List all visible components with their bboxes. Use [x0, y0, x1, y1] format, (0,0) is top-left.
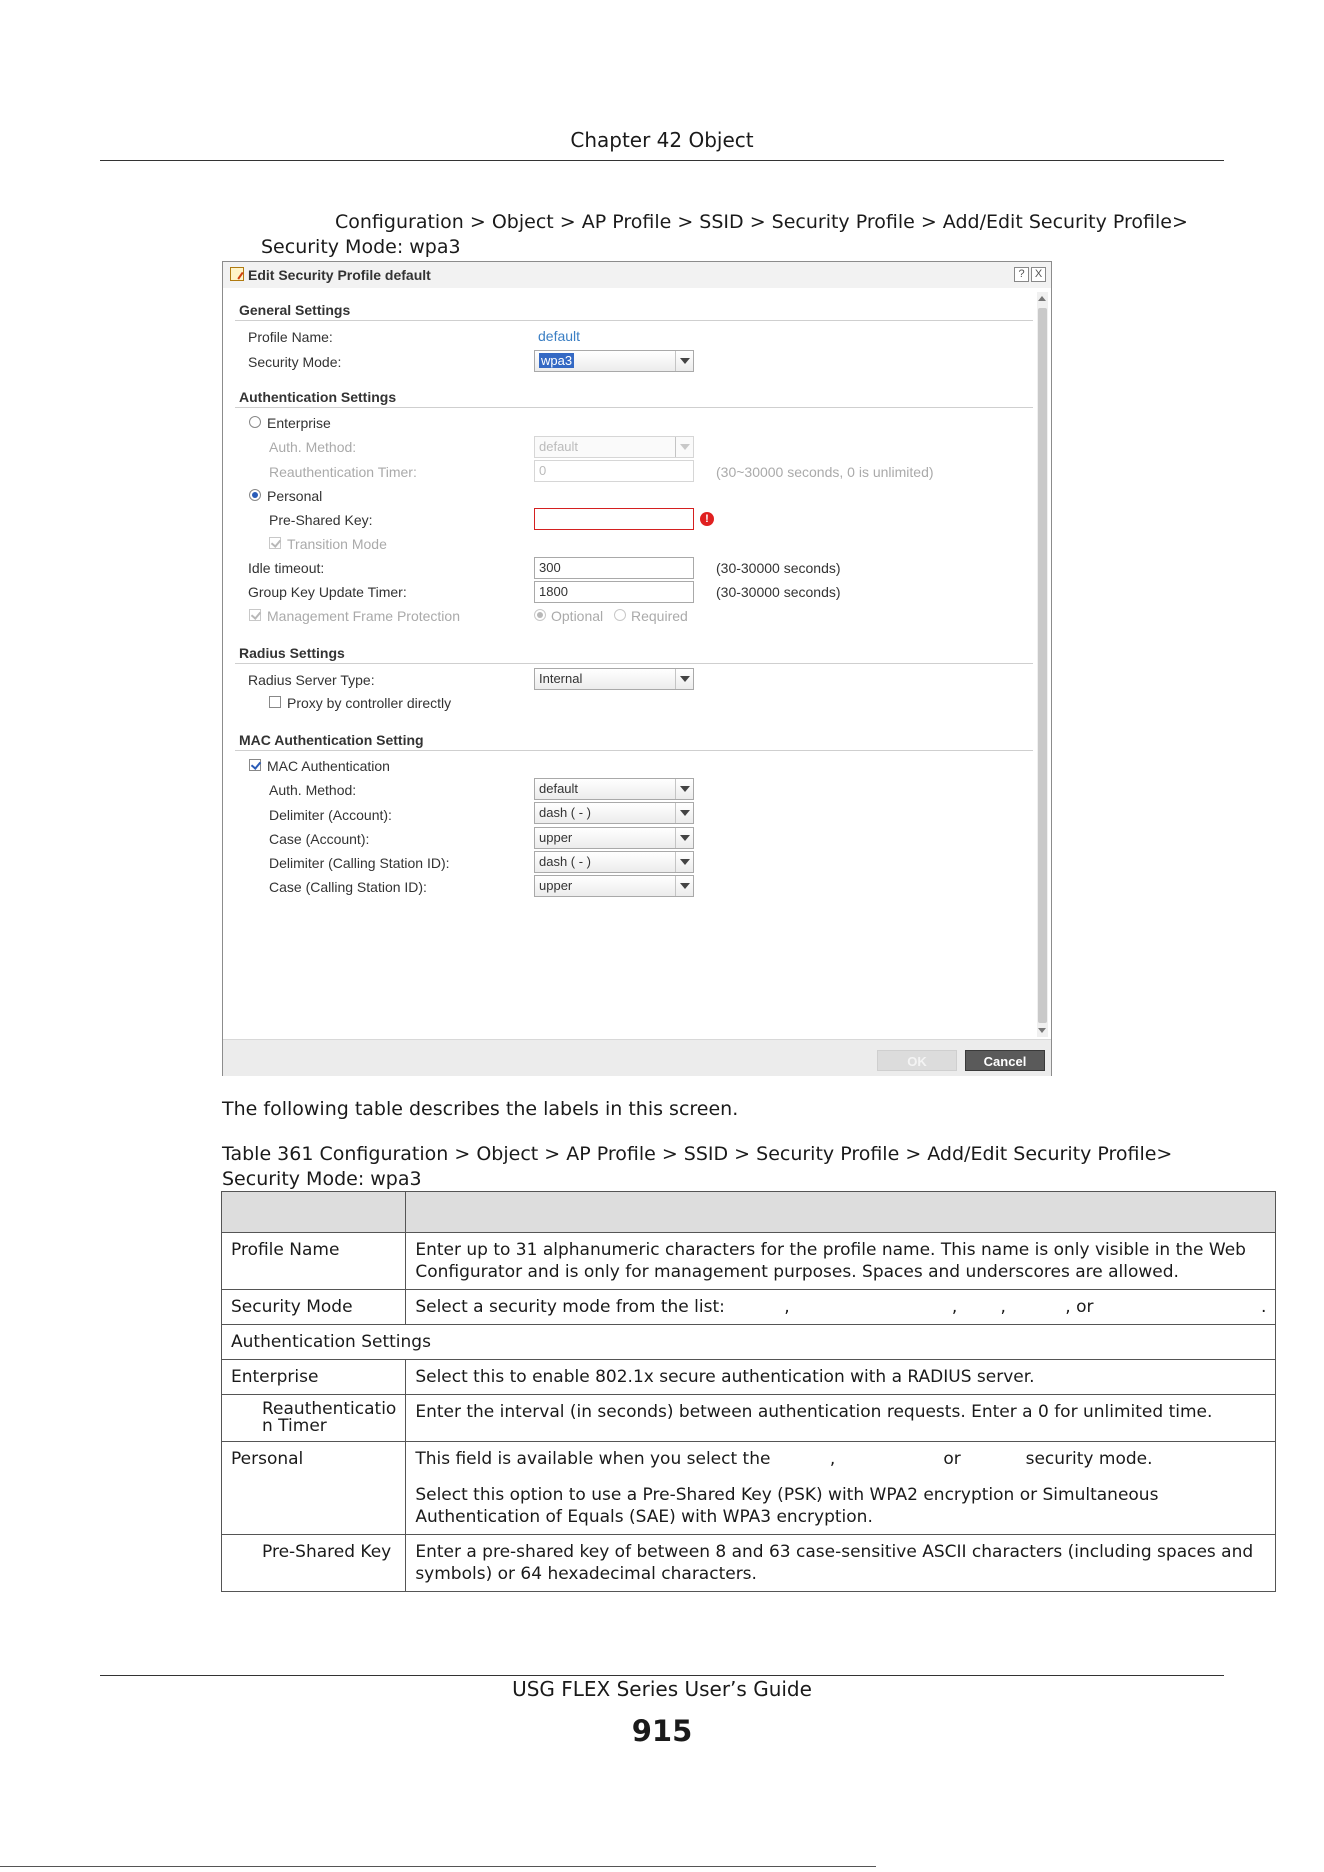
pre-shared-key-label: Pre-Shared Key: — [269, 512, 373, 528]
case-station-select[interactable] — [534, 875, 694, 897]
chevron-down-icon — [675, 828, 693, 848]
delimiter-station-label: Delimiter (Calling Station ID): — [269, 855, 450, 871]
row-description: Enter up to 31 alphanumeric characters for the profile name. This name is only visible in the Web Configurator and is only for management purposes. Spaces and underscores are allowed. — [406, 1233, 1276, 1290]
table-header-cell — [222, 1192, 406, 1233]
row-label: Personal — [222, 1442, 406, 1535]
edit-icon — [230, 267, 244, 281]
delimiter-account-value: dash ( - ) — [539, 805, 592, 820]
table-row — [222, 1535, 1276, 1592]
idle-timeout-input[interactable]: 300 — [534, 557, 694, 579]
radius-server-type-value: Internal — [539, 671, 583, 686]
personal-radio[interactable] — [249, 489, 261, 501]
pre-shared-key-input[interactable] — [534, 508, 694, 530]
page-number: 915 — [631, 1714, 693, 1748]
header-divider — [100, 160, 1224, 161]
dialog-titlebar — [223, 262, 1051, 288]
security-mode-label: Security Mode: — [248, 354, 342, 370]
idle-timeout-hint: (30-30000 seconds) — [716, 560, 841, 576]
section-divider — [235, 407, 1033, 408]
case-station-label: Case (Calling Station ID): — [269, 879, 427, 895]
group-key-update-timer-hint: (30-30000 seconds) — [716, 584, 841, 600]
row-label: Enterprise — [222, 1360, 406, 1395]
mac-authentication-heading: MAC Authentication Setting — [239, 732, 424, 748]
radius-settings-heading: Radius Settings — [239, 645, 345, 661]
security-mode-value: wpa3 — [541, 353, 573, 368]
group-key-update-timer-input[interactable]: 1800 — [534, 581, 694, 603]
section-divider — [235, 320, 1033, 321]
mac-auth-method-value: default — [539, 781, 579, 796]
auth-method-select[interactable] — [534, 436, 694, 458]
personal-label: Personal — [267, 488, 323, 504]
delimiter-account-select[interactable] — [534, 802, 694, 824]
row-label: Reauthenticatio n Timer — [222, 1395, 406, 1442]
reauth-timer-input[interactable]: 0 — [534, 460, 694, 482]
general-settings-heading: General Settings — [239, 302, 351, 318]
table-section-row — [222, 1325, 1276, 1360]
edit-security-profile-dialog — [222, 261, 1052, 1076]
reauth-timer-hint: (30~30000 seconds, 0 is unlimited) — [716, 464, 934, 480]
dialog-title: Edit Security Profile default — [248, 267, 431, 283]
profile-name-value: default — [538, 328, 581, 344]
case-account-select[interactable] — [534, 827, 694, 849]
table-header-row — [222, 1192, 1276, 1233]
table-row — [222, 1233, 1276, 1290]
chevron-down-icon — [675, 779, 693, 799]
delimiter-station-select[interactable] — [534, 851, 694, 873]
error-icon: ! — [700, 512, 714, 526]
proxy-label: Proxy by controller directly — [287, 695, 452, 711]
enterprise-radio[interactable] — [249, 416, 261, 428]
row-description: Enter a pre-shared key of between 8 and 63 case-sensitive ASCII characters (including spaces and symbols) or 64 hexadecimal characters. — [406, 1535, 1276, 1592]
section-divider — [235, 750, 1033, 751]
cancel-button[interactable]: Cancel — [965, 1050, 1045, 1071]
row-description: Select this to enable 802.1x secure authentication with a RADIUS server. — [406, 1360, 1276, 1395]
row-label: Pre-Shared Key — [222, 1535, 406, 1592]
proxy-checkbox[interactable] — [269, 696, 281, 708]
auth-method-value: default — [539, 439, 579, 454]
row-label: Profile Name — [222, 1233, 406, 1290]
group-key-update-timer-label: Group Key Update Timer: — [248, 584, 407, 600]
management-frame-protection-checkbox[interactable] — [249, 609, 261, 621]
help-icon[interactable]: ? — [1014, 267, 1029, 282]
auth-method-label: Auth. Method: — [269, 439, 357, 455]
case-account-value: upper — [539, 830, 573, 845]
transition-mode-label: Transition Mode — [287, 536, 387, 552]
table-caption-continued: Security Mode: wpa3 — [222, 1168, 422, 1190]
authentication-settings-heading: Authentication Settings — [239, 389, 397, 405]
reauth-timer-label: Reauthentication Timer: — [269, 464, 417, 480]
table-caption: Table 361 Configuration > Object > AP Profile > SSID > Security Profile > Add/Edit Security Profile> — [222, 1143, 1173, 1165]
management-frame-protection-label: Management Frame Protection — [267, 608, 460, 624]
intro-text: The following table describes the labels in this screen. — [222, 1098, 739, 1120]
chevron-down-icon — [675, 437, 693, 457]
table-row — [222, 1290, 1276, 1325]
delimiter-account-label: Delimiter (Account): — [269, 807, 392, 823]
radius-server-type-select[interactable] — [534, 668, 694, 690]
mac-auth-method-label: Auth. Method: — [269, 782, 357, 798]
table-row — [222, 1442, 1276, 1535]
case-account-label: Case (Account): — [269, 831, 370, 847]
row-description-line: This field is available when you select the , or security mode. — [415, 1449, 1153, 1469]
row-description — [406, 1442, 1276, 1535]
case-station-value: upper — [539, 878, 573, 893]
section-divider — [235, 663, 1033, 664]
ok-button[interactable]: OK — [877, 1050, 957, 1071]
profile-name-label: Profile Name: — [248, 329, 333, 345]
close-icon[interactable]: X — [1031, 267, 1046, 282]
guide-title: USG FLEX Series User’s Guide — [512, 1677, 812, 1701]
row-description: Select a security mode from the list: , , , , or . — [406, 1290, 1276, 1325]
chevron-down-icon — [675, 669, 693, 689]
mfp-optional-label: Optional — [551, 608, 604, 624]
security-mode-select[interactable] — [534, 350, 694, 372]
mfp-required-radio[interactable] — [614, 609, 626, 621]
row-label: Security Mode — [222, 1290, 406, 1325]
figure-caption-continued: Security Mode: wpa3 — [261, 236, 461, 258]
chevron-down-icon — [675, 351, 693, 371]
scroll-down-arrow-icon[interactable] — [1038, 1028, 1046, 1033]
radius-server-type-label: Radius Server Type: — [248, 672, 375, 688]
dialog-footer — [223, 1039, 1051, 1076]
delimiter-station-value: dash ( - ) — [539, 854, 592, 869]
chevron-down-icon — [675, 803, 693, 823]
row-description: Enter the interval (in seconds) between authentication requests. Enter a 0 for unlimited time. — [406, 1395, 1276, 1442]
row-section-label: Authentication Settings — [222, 1325, 1276, 1360]
transition-mode-checkbox[interactable] — [269, 537, 281, 549]
enterprise-label: Enterprise — [267, 415, 331, 431]
scrollbar-thumb[interactable] — [1038, 308, 1047, 1023]
mfp-required-label: Required — [631, 608, 688, 624]
chapter-header: Chapter 42 Object — [570, 128, 754, 152]
row-description-paragraph: Select this option to use a Pre-Shared Key (PSK) with WPA2 encryption or Simultaneous Authentication of Equals (SAE) with WPA3 encryption. — [415, 1485, 1159, 1527]
table-header-cell — [406, 1192, 1276, 1233]
mac-auth-method-select[interactable] — [534, 778, 694, 800]
figure-caption: Configuration > Object > AP Profile > SSID > Security Profile > Add/Edit Security Profile> — [335, 211, 1188, 233]
footer-divider — [100, 1675, 1224, 1676]
table-row — [222, 1395, 1276, 1442]
chevron-down-icon — [675, 852, 693, 872]
mac-authentication-label: MAC Authentication — [267, 758, 390, 774]
mfp-optional-radio[interactable] — [534, 609, 546, 621]
scroll-up-arrow-icon[interactable] — [1038, 296, 1046, 301]
label-description-table — [221, 1191, 1276, 1592]
chevron-down-icon — [675, 876, 693, 896]
table-row — [222, 1360, 1276, 1395]
bottom-divider — [0, 1866, 876, 1867]
idle-timeout-label: Idle timeout: — [248, 560, 325, 576]
mac-authentication-checkbox[interactable] — [249, 759, 261, 771]
